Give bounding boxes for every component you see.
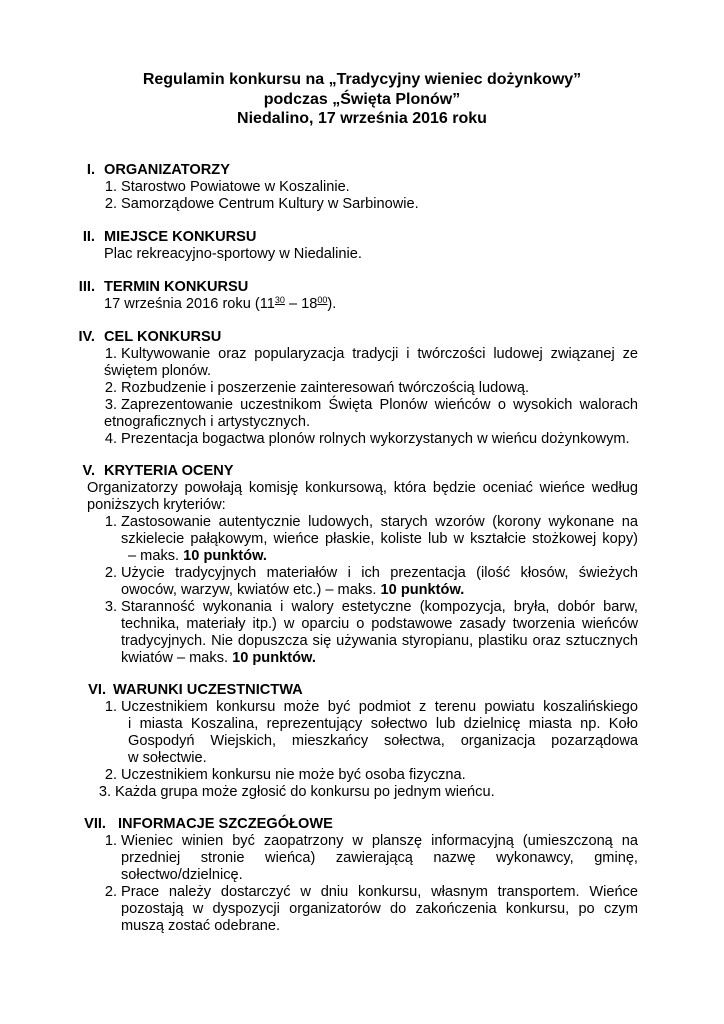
section-cel: IV. CEL KONKURSU 1. Kultywowanie oraz popularyzacja tradycji i twórczości ludowej związanej ze świętem plonów. 2. Rozbudzenie i poszerzenie zainteresowań twórczością ludową. 3. Zaprezentowanie uczestnikom Święta Plonów wieńców o wysokich walorach etnograficznych i artystycznych. 4. Prezentacja bogactwa plonów rolnych wykorzystanych w wieńcu dożynkowym. xyxy=(0,329,724,448)
roman-numeral: III. xyxy=(78,279,95,295)
section-heading xyxy=(0,682,724,699)
list-item: 2. Użycie tradycyjnych materiałów i ich prezentacja (ilość kłosów, świeżych xyxy=(104,565,638,581)
list-item: 1. Uczestnikiem konkursu może być podmiot z terenu powiatu koszalińskiego xyxy=(104,699,638,715)
title-line-2: podczas „Święta Plonów” xyxy=(263,90,461,108)
list-item: 2. Rozbudzenie i poszerzenie zainteresowań twórczością ludową. xyxy=(104,380,530,396)
list-item: 2. Prace należy dostarczyć w dniu konkursu, własnym transportem. Wieńce xyxy=(104,884,638,900)
heading-text: KRYTERIA OCENY xyxy=(104,463,234,479)
list-item: 2. Samorządowe Centrum Kultury w Sarbinowie. xyxy=(104,196,419,212)
roman-numeral: I. xyxy=(86,162,95,178)
heading-text: ORGANIZATORZY xyxy=(104,162,230,178)
heading-text: MIEJSCE KONKURSU xyxy=(104,229,257,245)
section-heading xyxy=(0,229,724,246)
section-informacje: VII. INFORMACJE SZCZEGÓŁOWE 1. Wieniec winien być zaopatrzony w planszę informacyjną (umieszczoną na przedniej stronie wieńca) zawierającą nazwę wykonawcy, gminę, sołectwo/dzielnicę. 2. Prace należy dostarczyć w dniu konkursu, własnym transportem. Wieńce pozostają w dyspozycji organizatorów do zakończenia konkursu, po czym muszą zostać odebrane. xyxy=(0,816,724,935)
list-item: 3. Staranność wykonania i walory estetyczne (kompozycja, bryła, dobór barw, xyxy=(104,599,638,615)
list-item: 3. Zaprezentowanie uczestnikom Święta Plonów wieńców o wysokich walorach xyxy=(104,397,638,413)
heading-text: INFORMACJE SZCZEGÓŁOWE xyxy=(118,816,333,832)
section-heading xyxy=(0,162,724,179)
paragraph: Plac rekreacyjno-sportowy w Niedalinie. xyxy=(104,246,362,262)
heading-text: WARUNKI UCZESTNICTWA xyxy=(113,682,303,698)
list-item: 1. Wieniec winien być zaopatrzony w planszę informacyjną (umieszczoną na xyxy=(104,833,638,849)
section-miejsce xyxy=(0,229,724,263)
heading-text: CEL KONKURSU xyxy=(104,329,222,345)
intro-paragraph: Organizatorzy powołają komisję konkursową, która będzie oceniać wieńce według xyxy=(87,480,638,496)
list-item: 1. Starostwo Powiatowe w Koszalinie. xyxy=(104,179,350,195)
list-item: 4. Prezentacja bogactwa plonów rolnych wykorzystanych w wieńcu dożynkowym. xyxy=(104,431,630,447)
date-line: 17 września 2016 roku $(11^{30} - 18^{00})$. xyxy=(104,295,337,312)
list-item: 2. Uczestnikiem konkursu nie może być osoba fizyczna. xyxy=(104,767,466,783)
list-item: 1. Zastosowanie autentycznie ludowych, starych wzorów (korony wykonane na xyxy=(104,514,638,530)
roman-numeral: VI. xyxy=(88,682,106,698)
section-kryteria: V. KRYTERIA OCENY Organizatorzy powołają komisję konkursową, która będzie oceniać wieńce według poniższych kryteriów: 1. Zastosowanie autentycznie ludowych, starych wzorów (korony wykonane na szkielecie pałąkowym, wieńce płaskie, koliste lub w kształcie stożkowej kopy) – maks. 10 punktów. 2. Użycie tradycyjnych materiałów i ich prezentacja (ilość kłosów, świeżych owoców, warzyw, kwiatów etc.) – maks. 10 punktów. 3. Staranność wykonania i walory estetyczne (kompozycja, bryła, dobór barw, technika, materiały itp.) w oparciu o podstawowe zasady tworzenia wieńców tradycyjnych. Nie dopuszcza się używania styropianu, plastiku oraz sztucznych kwiatów – maks. 10 punktów. xyxy=(0,463,724,667)
list-item: 1. Kultywowanie oraz popularyzacja tradycji i twórczości ludowej związanej ze xyxy=(104,346,638,362)
document-title xyxy=(0,70,724,129)
list-item: 3. Każda grupa może zgłosić do konkursu po jednym wieńcu. xyxy=(98,784,495,800)
section-heading xyxy=(0,329,724,346)
roman-numeral: VII. xyxy=(84,816,106,832)
roman-numeral: II. xyxy=(82,229,95,245)
heading-text: TERMIN KONKURSU xyxy=(104,279,249,295)
title-line-1: Regulamin konkursu na „Tradycyjny wieniec dożynkowy” xyxy=(142,71,582,88)
title-line-3: Niedalino, 17 września 2016 roku xyxy=(237,110,487,127)
section-heading xyxy=(0,279,724,296)
section-termin xyxy=(0,279,724,313)
roman-numeral: IV. xyxy=(78,329,95,345)
section-heading xyxy=(0,816,724,833)
section-organizatorzy xyxy=(0,162,724,213)
roman-numeral: V. xyxy=(82,463,95,479)
section-heading xyxy=(0,463,724,480)
section-warunki: VI. WARUNKI UCZESTNICTWA 1. Uczestnikiem konkursu może być podmiot z terenu powiatu koszalińskiego i miasta Koszalina, reprezentujący sołectwo lub dzielnicę miasta np. Koło Gospodyń Wiejskich, mieszkańcy sołectwa, organizacja pozarządowa w sołectwie. 2. Uczestnikiem konkursu nie może być osoba fizyczna. 3. Każda grupa może zgłosić do konkursu po jednym wieńcu. xyxy=(0,682,724,801)
